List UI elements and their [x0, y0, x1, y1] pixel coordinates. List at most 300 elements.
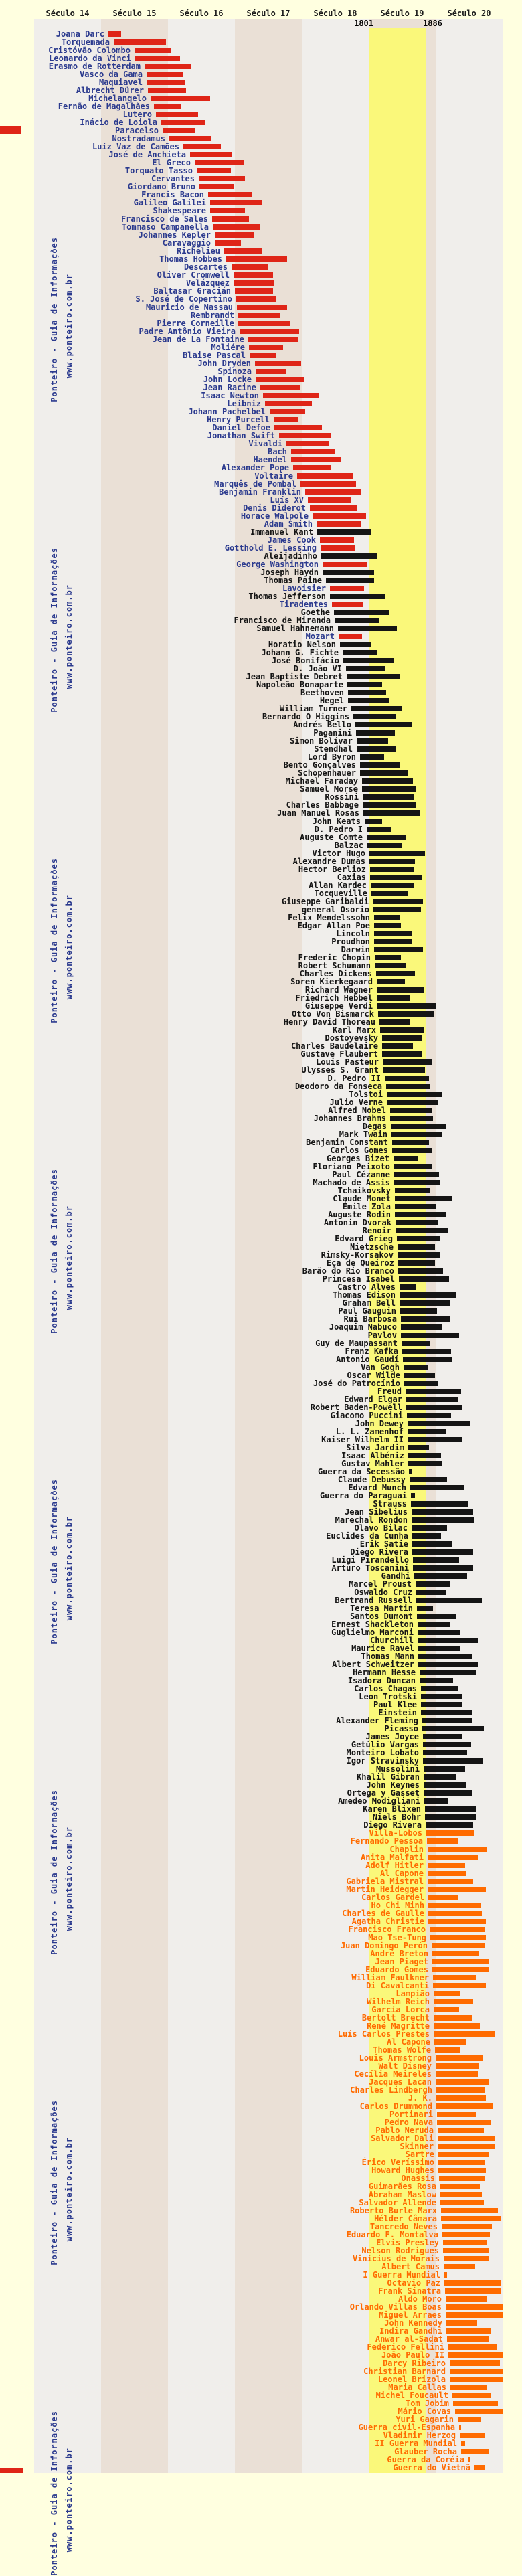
- lifespan-bar: [442, 2232, 490, 2237]
- lifespan-bar: [396, 1220, 438, 1225]
- lifespan-bar: [450, 2377, 503, 2382]
- person-label: Salvador Dali: [371, 2134, 434, 2143]
- person-label: José de Anchieta: [108, 150, 186, 159]
- person-label: Érico Veríssimo: [361, 2158, 434, 2167]
- person-label: Eduardo Gomes: [365, 1965, 428, 1974]
- person-label: Abraham Maslow: [368, 2190, 436, 2199]
- lifespan-bar: [377, 995, 410, 1001]
- person-label: Rimsky-Korsakov: [321, 1250, 394, 1260]
- timeline-row: [0, 914, 522, 922]
- lifespan-bar: [398, 1260, 435, 1266]
- lifespan-bar: [446, 2312, 503, 2318]
- person-label: John Kennedy: [384, 2318, 442, 2328]
- timeline-row: [0, 2094, 522, 2102]
- timeline-row: [0, 592, 522, 600]
- timeline-row: [0, 359, 522, 367]
- lifespan-bar: [438, 2128, 484, 2133]
- timeline-row: [0, 1034, 522, 1042]
- timeline-row: [0, 255, 522, 263]
- person-label: Tocqueville: [314, 889, 367, 898]
- timeline-row: [0, 1171, 522, 1179]
- person-label: Andrés Bello: [293, 720, 351, 729]
- lifespan-bar: [424, 1774, 456, 1780]
- lifespan-bar: [436, 2079, 489, 2085]
- lifespan-bar: [438, 2144, 495, 2149]
- person-label: Eça de Queiroz: [326, 1258, 394, 1268]
- person-label: Luís Carlos Prestes: [337, 2029, 430, 2039]
- timeline-row: [0, 2271, 522, 2279]
- timeline-row: [0, 1717, 522, 1725]
- timeline-row: [0, 857, 522, 865]
- timeline-row: [0, 1106, 522, 1114]
- timeline-row: [0, 1315, 522, 1323]
- timeline-row: [0, 2054, 522, 2062]
- lifespan-bar: [424, 1790, 472, 1796]
- timeline-row: [0, 1283, 522, 1291]
- person-label: Bernardo O Higgins: [262, 712, 349, 721]
- timeline-row: [0, 906, 522, 914]
- timeline-row: [0, 2046, 522, 2054]
- lifespan-bar: [410, 1477, 447, 1482]
- timeline-row: [0, 1869, 522, 1877]
- person-label: Napoleão Bonaparte: [256, 680, 343, 689]
- timeline-row: [0, 62, 522, 70]
- person-label: Khalil Gibran: [357, 1772, 420, 1782]
- lifespan-bar: [346, 666, 385, 671]
- timeline-row: [0, 657, 522, 665]
- person-label: Salvador Allende: [359, 2198, 436, 2207]
- lifespan-bar: [365, 819, 382, 824]
- person-label: Agatha Christie: [351, 1917, 424, 1926]
- person-label: Federico Fellini: [367, 2342, 444, 2352]
- lifespan-bar: [444, 2280, 501, 2286]
- person-label: Thomas Paine: [264, 576, 322, 585]
- person-label: Lord Byron: [307, 752, 356, 762]
- person-label: Leonel Brizola: [377, 2375, 446, 2384]
- person-label: Inácio de Loiola: [80, 118, 157, 127]
- lifespan-bar: [265, 401, 312, 406]
- timeline-row: [0, 1805, 522, 1813]
- person-label: Jacques Lacan: [369, 2077, 432, 2087]
- person-label: Charles de Gaulle: [342, 1909, 424, 1918]
- watermark-slogan: Ponteiro - Guia de Informações: [50, 2100, 59, 2265]
- lifespan-bar: [291, 457, 341, 462]
- lifespan-bar: [423, 1750, 467, 1755]
- person-label: Carlos Gomes: [330, 1146, 388, 1155]
- lifespan-bar: [151, 96, 210, 101]
- lifespan-bar: [411, 1501, 468, 1507]
- lifespan-bar: [145, 64, 191, 69]
- timeline-row: [0, 263, 522, 271]
- person-label: Alexandre Dumas: [292, 857, 365, 866]
- lifespan-bar: [308, 497, 351, 503]
- timeline-row: [0, 649, 522, 657]
- timeline-row: [0, 568, 522, 576]
- lifespan-bar: [406, 1389, 461, 1394]
- person-label: Michel Foucault: [375, 2391, 448, 2400]
- person-label: Euclides da Cunha: [326, 1531, 408, 1541]
- timeline-row: [0, 544, 522, 552]
- person-label: Charles Dickens: [299, 969, 372, 978]
- person-label: Francisco de Sales: [120, 214, 208, 224]
- person-label: Robert Baden-Powell: [310, 1403, 402, 1412]
- timeline-row: [0, 351, 522, 359]
- person-label: Johannes Kepler: [138, 230, 211, 240]
- timeline-row: [0, 335, 522, 343]
- lifespan-bar: [234, 272, 273, 278]
- person-label: José do Patrocínio: [313, 1379, 400, 1388]
- person-label: Michael Faraday: [285, 776, 358, 786]
- timeline-row: [0, 825, 522, 833]
- person-label: Karen Blixen: [363, 1804, 421, 1814]
- person-label: Princesa Isabel: [322, 1274, 395, 1284]
- person-label: Guerra do Paraguai: [319, 1491, 407, 1500]
- lifespan-bar: [355, 722, 412, 727]
- person-label: Hélder Câmara: [374, 2214, 437, 2223]
- person-label: Yuri Gagarin: [396, 2415, 454, 2424]
- timeline-row: [0, 86, 522, 94]
- lifespan-bar: [390, 1108, 432, 1113]
- lifespan-bar: [461, 2441, 465, 2446]
- lifespan-bar: [363, 810, 420, 816]
- timeline-row: [0, 2199, 522, 2207]
- lifespan-bar: [432, 1943, 485, 1948]
- timeline-row: [0, 761, 522, 769]
- timeline-row: [0, 1042, 522, 1050]
- person-label: Stendhal: [314, 744, 353, 754]
- lifespan-bar: [427, 1838, 458, 1844]
- lifespan-bar: [400, 1284, 416, 1290]
- timeline-row: [0, 2166, 522, 2174]
- person-label: Auguste Comte: [300, 833, 363, 842]
- timeline-row: [0, 1163, 522, 1171]
- person-label: Lincoln: [336, 929, 370, 938]
- lifespan-bar: [394, 1180, 440, 1185]
- timeline-row: [0, 1950, 522, 1958]
- lifespan-bar: [169, 136, 211, 141]
- person-label: Tiradentes: [279, 600, 328, 609]
- person-label: Alexander Fleming: [336, 1716, 418, 1725]
- person-label: William Faulkner: [351, 1973, 429, 1982]
- timeline-row: [0, 295, 522, 303]
- lifespan-bar: [421, 1694, 462, 1699]
- timeline-row: [0, 1757, 522, 1765]
- timeline-row: [0, 1636, 522, 1644]
- person-label: Horatio Nelson: [268, 640, 336, 649]
- person-label: Cervantes: [151, 174, 195, 183]
- person-label: Marquês de Pombal: [214, 479, 296, 489]
- person-label: Claude Monet: [333, 1194, 391, 1203]
- person-label: Gabriela Mistral: [346, 1877, 424, 1886]
- person-label: Wilhelm Reich: [367, 1997, 430, 2006]
- person-label: Tolstoi: [349, 1090, 383, 1099]
- timeline-row: [0, 199, 522, 207]
- watermark-url: www.ponteiro.com.br: [64, 584, 74, 689]
- person-label: Francisco de Miranda: [234, 616, 331, 625]
- timeline-row: [0, 2134, 522, 2142]
- person-label: L. L. Zamenhof: [335, 1427, 404, 1436]
- person-label: Paul Cézanne: [332, 1170, 390, 1179]
- watermark-slogan: Ponteiro - Guia de Informações: [50, 1479, 59, 1644]
- timeline-row: [0, 1347, 522, 1355]
- timeline-row: [0, 1500, 522, 1508]
- timeline-row: [0, 930, 522, 938]
- timeline-row: [0, 737, 522, 745]
- lifespan-bar: [248, 337, 298, 342]
- timeline-row: [0, 1444, 522, 1452]
- lifespan-bar: [208, 192, 252, 197]
- timeline-row: [0, 922, 522, 930]
- person-label: Roberto Burle Marx: [349, 2206, 437, 2215]
- person-label: Tchaikovsky: [337, 1186, 391, 1195]
- lifespan-bar: [453, 2401, 498, 2406]
- person-label: Luís XV: [270, 495, 304, 505]
- person-label: Rui Barbosa: [343, 1314, 397, 1324]
- lifespan-bar: [406, 1405, 462, 1410]
- timeline-row: [0, 1837, 522, 1845]
- lifespan-bar: [297, 473, 353, 479]
- lifespan-bar: [317, 521, 361, 527]
- timeline-row: [0, 1074, 522, 1082]
- lifespan-bar: [447, 2336, 489, 2342]
- person-label: Torquato Tasso: [124, 166, 193, 175]
- lifespan-bar: [374, 923, 401, 928]
- timeline-row: [0, 175, 522, 183]
- person-label: John Dewey: [355, 1419, 404, 1428]
- timeline-row: [0, 978, 522, 986]
- lifespan-bar: [236, 296, 276, 302]
- timeline-row: [0, 1540, 522, 1548]
- lifespan-bar: [340, 642, 371, 647]
- person-label: Diego Rivera: [350, 1547, 408, 1557]
- person-label: Amedeo Modigliani: [338, 1796, 420, 1806]
- person-label: Mozart: [305, 632, 335, 641]
- person-label: Franz Kafka: [345, 1347, 398, 1356]
- lifespan-bar: [291, 449, 335, 454]
- lifespan-bar: [330, 594, 385, 599]
- lifespan-bar: [374, 947, 423, 952]
- timeline-row: [0, 2191, 522, 2199]
- timeline-row: [0, 1813, 522, 1821]
- person-label: Albrecht Dürer: [76, 86, 144, 95]
- lifespan-bar: [423, 1734, 462, 1739]
- person-label: Henry Purcell: [207, 415, 270, 424]
- lifespan-bar: [395, 1188, 430, 1193]
- lifespan-bar: [363, 802, 416, 808]
- lifespan-bar: [420, 1678, 453, 1683]
- timeline-row: [0, 946, 522, 954]
- person-label: Anwar al-Sadat: [375, 2334, 443, 2344]
- person-label: Gotthold E. Lessing: [224, 543, 317, 553]
- lifespan-bar: [326, 578, 374, 583]
- person-label: Padre Antônio Vieira: [139, 327, 236, 336]
- timeline-row: [0, 1668, 522, 1677]
- century-label: Século 14: [46, 9, 90, 18]
- timeline-row: [0, 1219, 522, 1227]
- timeline-row: [0, 2223, 522, 2231]
- person-label: Giordano Bruno: [127, 182, 195, 191]
- timeline-row: [0, 1917, 522, 1925]
- person-label: Francisco Franco: [348, 1925, 426, 1934]
- person-label: Maquiavel: [98, 78, 143, 87]
- timeline-row: [0, 143, 522, 151]
- person-label: Leibniz: [227, 399, 261, 408]
- timeline-row: [0, 745, 522, 753]
- timeline-row: [0, 2030, 522, 2038]
- person-label: Charles Babbage: [286, 800, 359, 810]
- lifespan-bar: [250, 353, 276, 358]
- lifespan-bar: [377, 979, 405, 984]
- person-label: Christian Barnard: [363, 2367, 446, 2376]
- person-label: Carlos Chagas: [354, 1684, 417, 1693]
- lifespan-bar: [403, 1357, 452, 1362]
- timeline-row: [0, 2215, 522, 2223]
- watermark-url: www.ponteiro.com.br: [64, 1515, 74, 1620]
- lifespan-bar: [418, 1654, 472, 1659]
- timeline-row: [0, 897, 522, 906]
- timeline-row: [0, 1709, 522, 1717]
- lifespan-bar: [433, 1983, 486, 1988]
- lifespan-bar: [401, 1316, 450, 1322]
- person-label: Gustave Flaubert: [300, 1049, 378, 1059]
- lifespan-bar: [421, 1702, 462, 1707]
- timeline-row: [0, 1227, 522, 1235]
- timeline-row: [0, 247, 522, 255]
- lifespan-bar: [274, 417, 298, 422]
- lifespan-bar: [412, 1541, 452, 1547]
- lifespan-bar: [428, 1847, 487, 1852]
- timeline-row: [0, 889, 522, 897]
- person-label: Diego Rivera: [363, 1820, 422, 1830]
- timeline-row: [0, 1291, 522, 1299]
- lifespan-bar: [286, 441, 329, 446]
- person-label: James Joyce: [365, 1732, 419, 1741]
- lifespan-bar: [400, 1300, 450, 1306]
- timeline-row: [0, 2279, 522, 2287]
- watermark-slogan: Ponteiro - Guia de Informações: [50, 858, 59, 1023]
- person-label: Vladimir Herzog: [383, 2431, 456, 2440]
- person-label: Luíz Vaz de Camões: [92, 142, 179, 151]
- person-label: Frederic Chopin: [298, 953, 371, 962]
- lifespan-bar: [135, 48, 171, 53]
- person-label: Felix Mendelssohn: [288, 913, 370, 922]
- timeline-row: [0, 1235, 522, 1243]
- timeline-row: [0, 1934, 522, 1942]
- lifespan-bar: [330, 586, 364, 591]
- person-label: Nelson Rodrigues: [361, 2246, 439, 2255]
- timeline-row: [0, 1387, 522, 1395]
- person-label: Beethoven: [300, 688, 344, 697]
- lifespan-bar: [461, 2449, 489, 2454]
- timeline-row: [0, 440, 522, 448]
- lifespan-bar: [305, 489, 361, 495]
- timeline-row: [0, 2239, 522, 2247]
- person-label: Silva Jardim: [346, 1443, 404, 1452]
- person-label: Louis Armstrong: [359, 2053, 432, 2063]
- lifespan-bar: [370, 867, 414, 872]
- lifespan-bar: [418, 1662, 478, 1667]
- lifespan-bar: [438, 2160, 485, 2165]
- lifespan-bar: [356, 730, 395, 736]
- timeline-row: [0, 1452, 522, 1460]
- person-label: Floriano Peixoto: [313, 1162, 390, 1171]
- lifespan-bar: [446, 2328, 491, 2334]
- lifespan-bar: [438, 2168, 486, 2173]
- timeline-row: [0, 1861, 522, 1869]
- timeline-row: [0, 110, 522, 118]
- timeline-row: [0, 576, 522, 584]
- timeline-row: [0, 785, 522, 793]
- lifespan-bar: [351, 706, 402, 711]
- lifespan-bar: [434, 1991, 460, 1996]
- lifespan-bar: [377, 1003, 436, 1009]
- person-label: Paul Klee: [373, 1700, 417, 1709]
- person-label: René Magritte: [367, 2021, 430, 2031]
- person-label: Niels Bohr: [372, 1812, 421, 1822]
- timeline-row: [0, 986, 522, 994]
- lifespan-bar: [436, 2063, 479, 2069]
- lifespan-bar: [408, 1461, 442, 1466]
- person-label: Michelangelo: [88, 94, 147, 103]
- person-label: Haendel: [253, 455, 287, 464]
- person-label: Pablo Neruda: [375, 2126, 434, 2135]
- person-label: Aldo Moro: [398, 2294, 442, 2304]
- lifespan-bar: [323, 570, 374, 575]
- lifespan-bar: [468, 2457, 470, 2462]
- timeline-row: [0, 1685, 522, 1693]
- timeline-row: [0, 705, 522, 713]
- timeline-row: [0, 1958, 522, 1966]
- person-label: Ulysses S. Grant: [301, 1065, 379, 1075]
- person-label: Sartre: [405, 2150, 434, 2159]
- person-label: Tommaso Campanella: [121, 222, 209, 232]
- person-label: James Cook: [267, 535, 316, 545]
- lifespan-bar: [383, 1059, 432, 1065]
- lifespan-bar: [408, 1429, 446, 1434]
- timeline-row: [0, 1026, 522, 1034]
- lifespan-bar: [320, 537, 354, 543]
- person-label: Balzac: [334, 841, 363, 850]
- lifespan-bar: [409, 1469, 412, 1474]
- timeline-row: [0, 938, 522, 946]
- person-label: Albert Camus: [381, 2262, 440, 2271]
- timeline-row: [0, 1428, 522, 1436]
- lifespan-bar: [338, 626, 397, 631]
- lifespan-bar: [274, 425, 322, 430]
- person-label: Proudhon: [331, 937, 370, 946]
- timeline-row: [0, 1420, 522, 1428]
- person-label: Richelieu: [176, 246, 220, 256]
- person-label: Simon Bolívar: [290, 736, 353, 746]
- timeline-row: [0, 1090, 522, 1098]
- lifespan-bar: [444, 2264, 475, 2269]
- lifespan-bar: [424, 1798, 448, 1804]
- person-label: Tom Jobim: [405, 2399, 449, 2408]
- person-label: El Greco: [152, 158, 191, 167]
- lifespan-bar: [395, 1204, 436, 1209]
- person-label: Spinoza: [217, 367, 252, 376]
- watermark-url: www.ponteiro.com.br: [64, 2136, 74, 2241]
- timeline-row: [0, 1058, 522, 1066]
- timeline-row: [0, 1982, 522, 1990]
- person-label: Pierre Corneille: [157, 319, 234, 328]
- lifespan-bar: [458, 2417, 481, 2422]
- person-label: Guerra do Vietnã: [393, 2463, 470, 2472]
- timeline-row: [0, 311, 522, 319]
- timeline-row: [0, 2207, 522, 2215]
- lifespan-bar: [237, 305, 287, 310]
- timeline-row: [0, 1548, 522, 1556]
